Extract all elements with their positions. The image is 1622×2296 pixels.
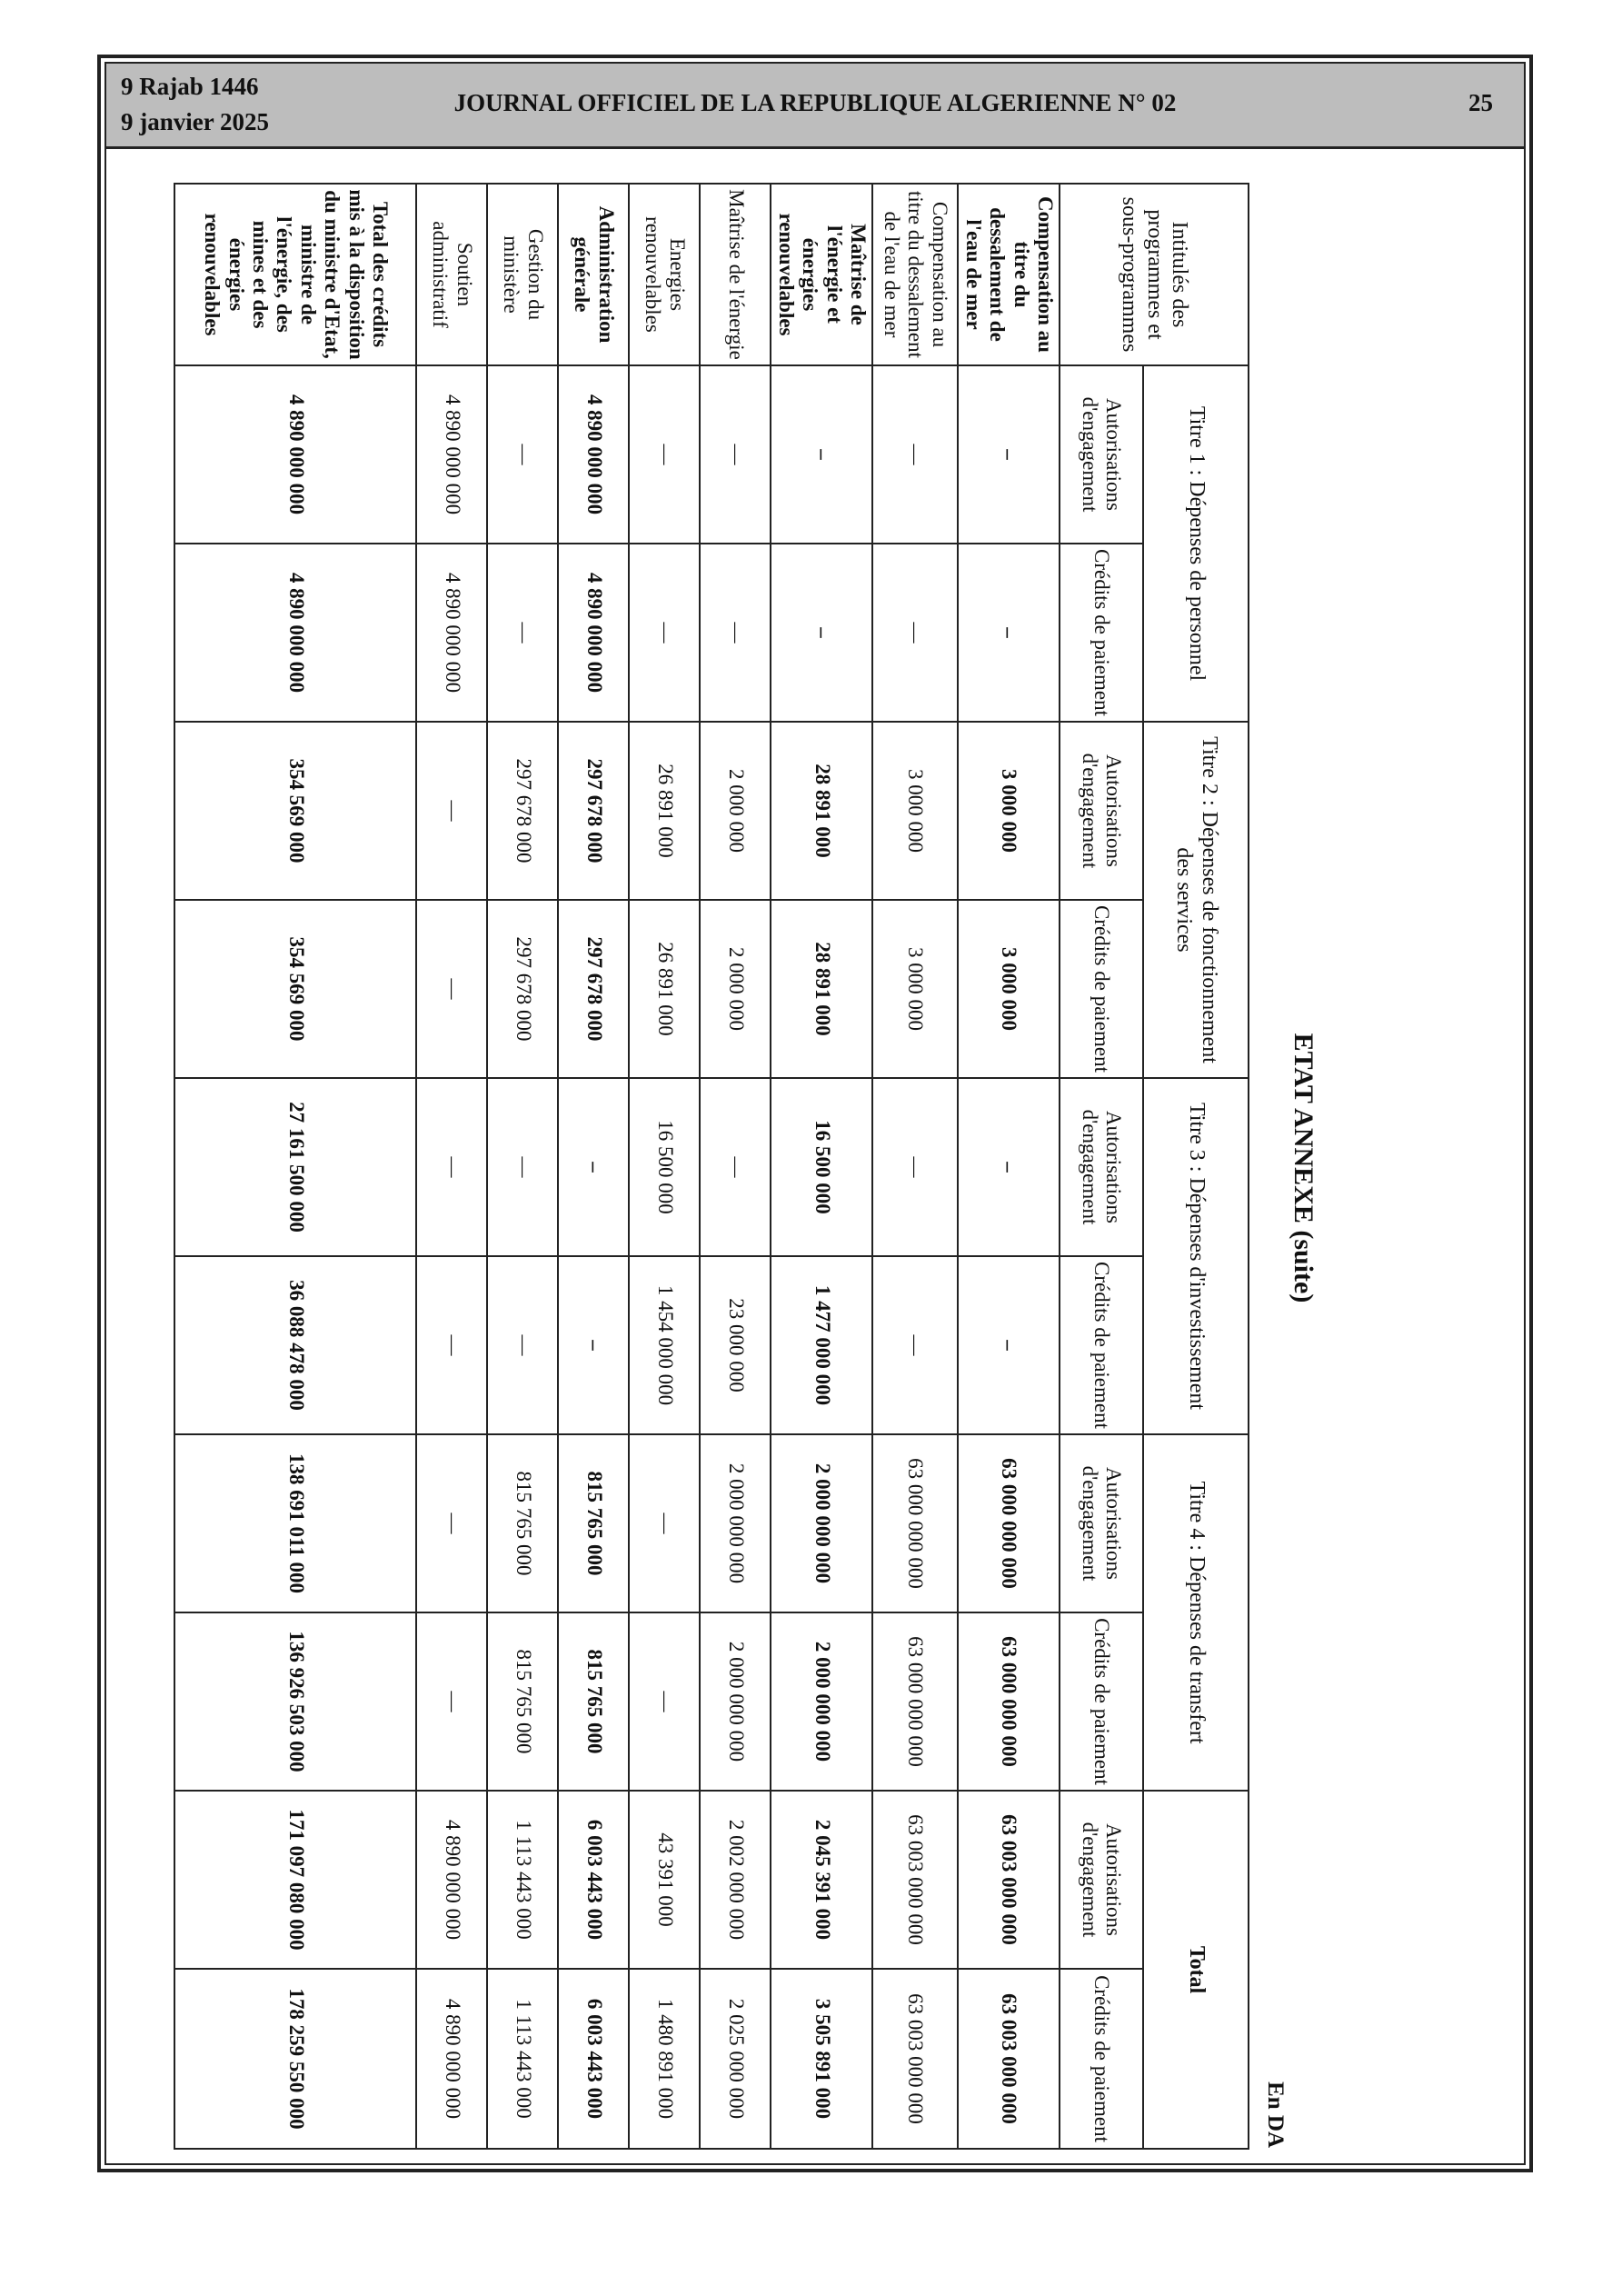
cell-ae: – [559, 1078, 630, 1256]
cell-cp: 815 765 000 [559, 1612, 630, 1791]
cell-ae: 4 890 000 000 [559, 365, 630, 544]
cell-cp: — [417, 1612, 488, 1791]
cell-cp: 63 000 000 000 [872, 1612, 958, 1791]
cell-cp: 26 891 000 [630, 900, 701, 1078]
cell-ae: – [771, 365, 873, 544]
cell-ae: 4 890 000 000 [175, 365, 417, 544]
cell-ae: 63 003 000 000 [958, 1791, 1060, 1969]
cell-cp: 1 113 443 000 [488, 1969, 559, 2149]
cell-cp: — [630, 1612, 701, 1791]
cell-cp: 815 765 000 [488, 1612, 559, 1791]
cell-cp: 3 000 000 [958, 900, 1060, 1078]
program-label: Administration générale [559, 184, 630, 365]
cell-ae: 297 678 000 [559, 722, 630, 900]
unit-label: En DA [1263, 2081, 1288, 2148]
program-label: Maîtrise de l'énergie et énergies renouvelables [771, 184, 873, 365]
cell-ae: 138 691 011 000 [175, 1434, 417, 1612]
cell-ae: — [872, 365, 958, 544]
cell-cp: 354 569 000 [175, 900, 417, 1078]
table-row [417, 184, 488, 2149]
cell-ae: 1 113 443 000 [488, 1791, 559, 1969]
cell-cp: 4 890 000 000 [417, 1969, 488, 2149]
cell-ae: 43 391 000 [630, 1791, 701, 1969]
program-label: Maîtrise de l'énergie [701, 184, 771, 365]
cell-ae: 2 000 000 [701, 722, 771, 900]
cell-ae: — [417, 722, 488, 900]
cell-ae: 2 002 000 000 [701, 1791, 771, 1969]
program-label: Energies renouvelables [630, 184, 701, 365]
cell-cp: 6 003 443 000 [559, 1969, 630, 2149]
cell-cp: 4 890 000 000 [417, 544, 488, 722]
cell-cp: — [872, 544, 958, 722]
cell-cp: 136 926 503 000 [175, 1612, 417, 1791]
cell-ae: — [872, 1078, 958, 1256]
subheader-cp: Crédits de paiement [1060, 544, 1143, 722]
table-row [701, 184, 771, 2149]
subheader-ae: Autorisations d'engagement [1060, 365, 1143, 544]
program-label: Compensation au titre du dessalement de l'eau de mer [872, 184, 958, 365]
cell-ae: 2 000 000 000 [701, 1434, 771, 1612]
cell-ae: 815 765 000 [559, 1434, 630, 1612]
cell-cp: 297 678 000 [559, 900, 630, 1078]
rotated-page [177, 177, 1322, 2159]
cell-ae: 27 161 500 000 [175, 1078, 417, 1256]
journal-header [106, 64, 1524, 149]
subheader-cp: Crédits de paiement [1060, 1612, 1143, 1791]
cell-cp: 4 890 000 000 [559, 544, 630, 722]
subheader-cp: Crédits de paiement [1060, 900, 1143, 1078]
table-body [175, 184, 1060, 2149]
cell-ae: 2 045 391 000 [771, 1791, 873, 1969]
cell-ae: – [958, 1078, 1060, 1256]
cell-ae: 4 890 000 000 [417, 1791, 488, 1969]
table-row [488, 184, 559, 2149]
cell-ae: 16 500 000 [771, 1078, 873, 1256]
cell-cp: 63 000 000 000 [958, 1612, 1060, 1791]
cell-cp: 23 000 000 [701, 1256, 771, 1434]
cell-cp: – [958, 1256, 1060, 1434]
cell-cp: 1 454 000 000 [630, 1256, 701, 1434]
cell-ae: 171 097 080 000 [175, 1791, 417, 1969]
label-column-header: Intitulés des programmes et sous-programmes [1060, 184, 1249, 365]
cell-cp: 63 003 000 000 [872, 1969, 958, 2149]
cell-cp: 1 477 000 000 [771, 1256, 873, 1434]
subheader-cp: Crédits de paiement [1060, 1969, 1143, 2149]
cell-ae: 354 569 000 [175, 722, 417, 900]
page-number: 25 [1468, 89, 1493, 116]
cell-ae: — [630, 365, 701, 544]
cell-cp: 2 000 000 000 [771, 1612, 873, 1791]
cell-ae: — [701, 365, 771, 544]
cell-cp: — [488, 1256, 559, 1434]
cell-ae: – [958, 365, 1060, 544]
cell-ae: 16 500 000 [630, 1078, 701, 1256]
cell-ae: 6 003 443 000 [559, 1791, 630, 1969]
cell-cp: 36 088 478 000 [175, 1256, 417, 1434]
cell-ae: — [488, 365, 559, 544]
cell-ae: 4 890 000 000 [417, 365, 488, 544]
program-label: Total des crédits mis à la disposition du ministre d'Etat, ministre de l'énergie, des mines et des énergies renouvelables [175, 184, 417, 365]
cell-ae: 28 891 000 [771, 722, 873, 900]
cell-ae: — [701, 1078, 771, 1256]
table-row [958, 184, 1060, 2149]
date-hijri: 9 Rajab 1446 [121, 73, 259, 100]
cell-ae: 63 000 000 000 [872, 1434, 958, 1612]
cell-cp: — [417, 900, 488, 1078]
cell-ae: 2 000 000 000 [771, 1434, 873, 1612]
cell-cp: 297 678 000 [488, 900, 559, 1078]
cell-cp: 63 003 000 000 [958, 1969, 1060, 2149]
cell-cp: – [559, 1256, 630, 1434]
group-header-titre2: Titre 2 : Dépenses de fonctionnement des services [1143, 722, 1249, 1078]
cell-cp: 1 480 891 000 [630, 1969, 701, 2149]
cell-ae: 297 678 000 [488, 722, 559, 900]
document-title: ETAT ANNEXE (suite) [1289, 1033, 1318, 1303]
cell-cp: 3 505 891 000 [771, 1969, 873, 2149]
group-header-total: Total [1143, 1791, 1249, 2149]
cell-cp: – [958, 544, 1060, 722]
cell-ae: 3 000 000 [872, 722, 958, 900]
cell-cp: – [771, 544, 873, 722]
group-header-titre3: Titre 3 : Dépenses d'investissement [1143, 1078, 1249, 1434]
cell-ae: — [417, 1434, 488, 1612]
cell-cp: — [488, 544, 559, 722]
subheader-ae: Autorisations d'engagement [1060, 722, 1143, 900]
cell-ae: — [630, 1434, 701, 1612]
subheader-ae: Autorisations d'engagement [1060, 1791, 1143, 1969]
table-row [559, 184, 630, 2149]
journal-title: JOURNAL OFFICIEL DE LA REPUBLIQUE ALGERIENNE N° 02 [453, 89, 1177, 116]
cell-cp: 2 025 000 000 [701, 1969, 771, 2149]
program-label: Gestion du ministère [488, 184, 559, 365]
program-label: Soutien administratif [417, 184, 488, 365]
group-header-titre4: Titre 4 : Dépenses de transfert [1143, 1434, 1249, 1791]
cell-cp: 3 000 000 [872, 900, 958, 1078]
cell-ae: — [417, 1078, 488, 1256]
group-header-titre1: Titre 1 : Dépenses de personnel [1143, 365, 1249, 722]
cell-cp: 178 259 550 000 [175, 1969, 417, 2149]
table-row [630, 184, 701, 2149]
cell-ae: — [488, 1078, 559, 1256]
cell-cp: 4 890 000 000 [175, 544, 417, 722]
date-gregorian: 9 janvier 2025 [121, 108, 269, 135]
cell-cp: — [872, 1256, 958, 1434]
cell-ae: 26 891 000 [630, 722, 701, 900]
subheader-ae: Autorisations d'engagement [1060, 1078, 1143, 1256]
table-row [771, 184, 873, 2149]
cell-ae: 815 765 000 [488, 1434, 559, 1612]
table-row [872, 184, 958, 2149]
program-label: Compensation au titre du dessalement de l'eau de mer [958, 184, 1060, 365]
cell-ae: 63 000 000 000 [958, 1434, 1060, 1612]
budget-table [174, 183, 1250, 2150]
cell-cp: — [417, 1256, 488, 1434]
subheader-ae: Autorisations d'engagement [1060, 1434, 1143, 1612]
cell-cp: 28 891 000 [771, 900, 873, 1078]
cell-cp: — [701, 544, 771, 722]
table-row [175, 184, 417, 2149]
subheader-cp: Crédits de paiement [1060, 1256, 1143, 1434]
cell-cp: 2 000 000 000 [701, 1612, 771, 1791]
cell-cp: — [630, 544, 701, 722]
cell-cp: 2 000 000 [701, 900, 771, 1078]
cell-ae: 63 003 000 000 [872, 1791, 958, 1969]
cell-ae: 3 000 000 [958, 722, 1060, 900]
rotated-content [177, 177, 1322, 2159]
